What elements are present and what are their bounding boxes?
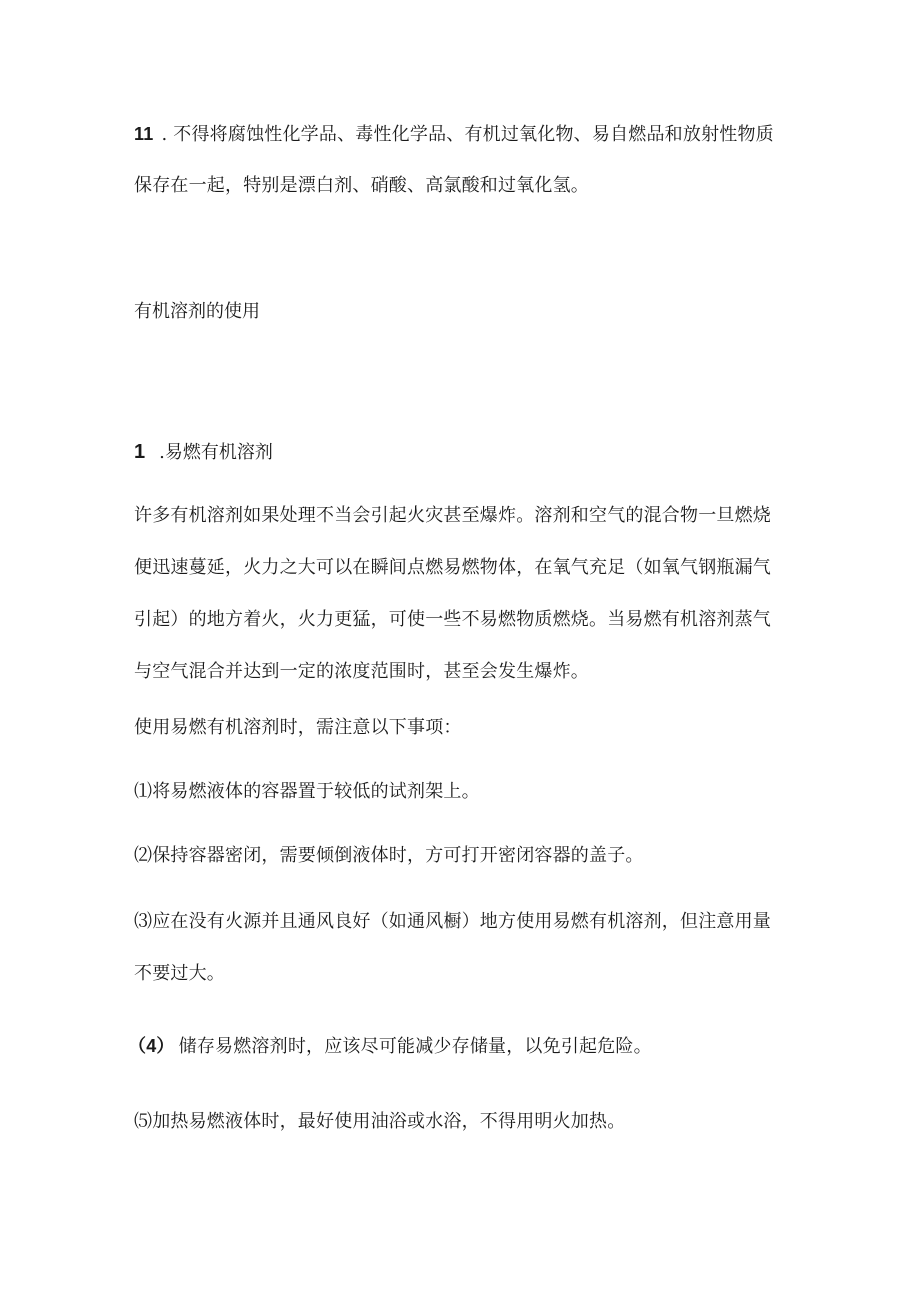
list-item-4-line: [128, 1020, 794, 1072]
item-11-line-2: 保存在一起，特别是漂白剂、硝酸、高氯酸和过氧化氢。: [134, 175, 589, 196]
intro-paragraph: [134, 490, 794, 698]
list-item: [134, 1096, 794, 1148]
intro-line-3: 引起）的地方着火，火力更猛，可使一些不易燃物质燃烧。当易燃有机溶剂蒸气: [134, 609, 771, 630]
list-item-4-number: （4）: [128, 1036, 175, 1056]
list-item-3-line-1: ⑶应在没有火源并且通风良好（如通风橱）地方使用易燃有机溶剂，但注意用量: [134, 911, 771, 932]
item-11-line-1: [134, 108, 794, 160]
item-11-number: 11: [134, 124, 154, 144]
list-item-5-text: ⑸加热易燃液体时，最好使用油浴或水浴，不得用明火加热。: [134, 1111, 626, 1132]
list-item: [128, 1020, 794, 1072]
subsection-number: 1: [134, 441, 146, 463]
list-item: [134, 830, 794, 882]
item-11-text-1: . 不得将腐蚀性化学品、毒性化学品、有机过氧化物、易自燃品和放射性物质: [161, 124, 774, 145]
subsection-title: .易燃有机溶剂: [159, 442, 273, 463]
item-11-paragraph: [134, 108, 794, 212]
list-item-3-line-2: 不要过大。: [134, 963, 225, 984]
subsection-heading: [134, 438, 273, 467]
list-item: [134, 766, 794, 818]
section-title: 有机溶剂的使用: [134, 301, 260, 322]
intro-line-2: 便迅速蔓延，火力之大可以在瞬间点燃易燃物体，在氧气充足（如氧气钢瓶漏气: [134, 557, 771, 578]
list-item-2-text: ⑵保持容器密闭，需要倾倒液体时，方可打开密闭容器的盖子。: [134, 845, 644, 866]
list-item-4-text: 储存易燃溶剂时，应该尽可能减少存储量，以免引起危险。: [178, 1036, 652, 1057]
intro-line-4: 与空气混合并达到一定的浓度范围时，甚至会发生爆炸。: [134, 661, 589, 682]
list-item-1-text: ⑴将易燃液体的容器置于较低的试剂架上。: [134, 781, 480, 802]
notes-lead-text: 使用易燃有机溶剂时，需注意以下事项：: [134, 717, 462, 738]
list-item: [134, 896, 794, 1000]
notes-lead: [134, 702, 794, 754]
intro-line-1: 许多有机溶剂如果处理不当会引起火灾甚至爆炸。溶剂和空气的混合物一旦燃烧: [134, 505, 771, 526]
